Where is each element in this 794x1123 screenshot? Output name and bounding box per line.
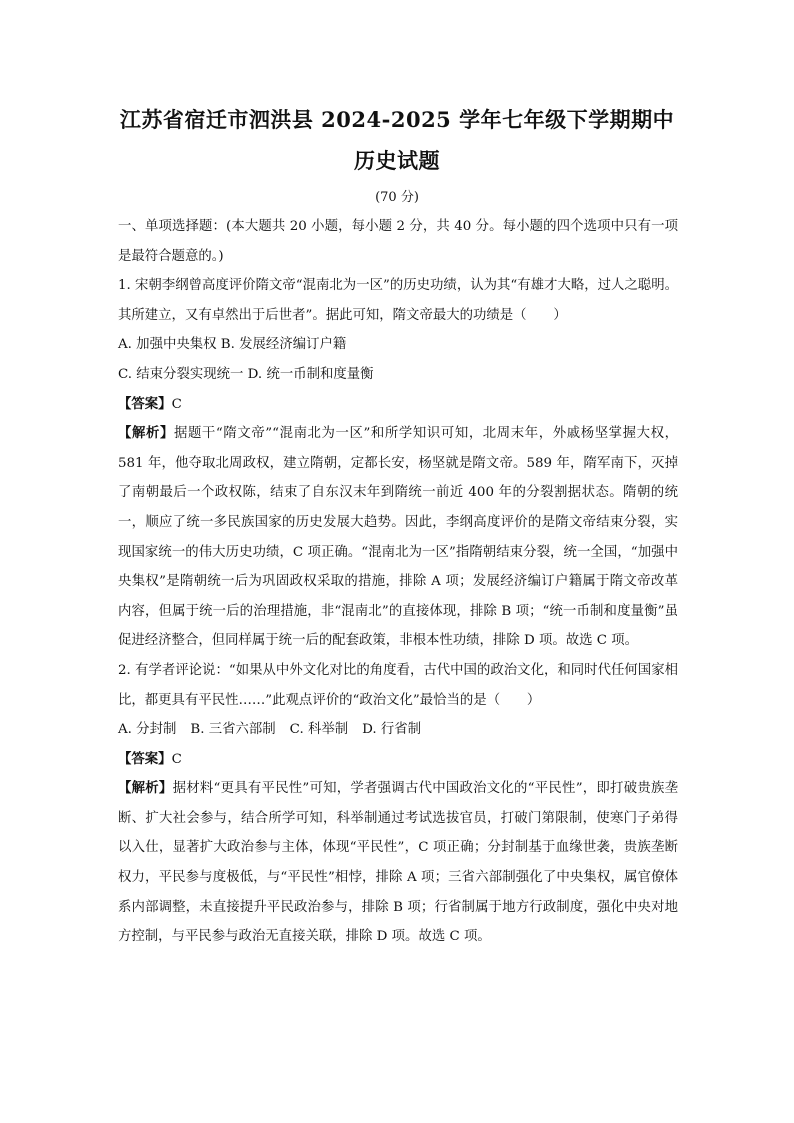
option-b: B. 发展经济编订户籍 — [220, 337, 347, 353]
options-row — [118, 330, 678, 360]
option-a: A. 加强中央集权 — [118, 337, 217, 353]
answer-value: C — [171, 751, 182, 767]
answer-value: C — [171, 396, 182, 412]
options-row — [118, 715, 678, 745]
option-c: C. 科举制 — [289, 722, 349, 738]
analysis-line — [118, 419, 678, 656]
question-stem: 2. 有学者评论说：“如果从中外文化对比的角度看，古代中国的政治文化，和同时代任何国家相比，都更具有平民性……”此观点评价的“政治文化”最恰当的是（ ） — [118, 662, 678, 708]
question-2 — [118, 656, 678, 952]
section-instruction: 一、单项选择题：(本大题共 20 小题，每小题 2 分，共 40 分。每小题的四个选项中只有一项是最符合题意的。) — [118, 219, 678, 264]
question-stem: 1. 宋朝李纲曾高度评价隋文帝“混南北为一区”的历史功绩，认为其“有雄才大略，过人之聪明。其所建立，又有卓然出于后世者”。据此可知，隋文帝最大的功绩是（ ） — [118, 278, 678, 323]
option-d: D. 行省制 — [362, 722, 422, 738]
analysis-line — [118, 774, 678, 952]
analysis-tag: 【解析】 — [118, 425, 174, 442]
question-1 — [118, 271, 678, 656]
option-c: C. 结束分裂实现统一 — [118, 366, 244, 382]
exam-subject: 历史试题 — [354, 148, 440, 173]
analysis-tag: 【解析】 — [118, 780, 173, 797]
option-a: A. 分封制 — [118, 722, 177, 738]
options-row — [118, 360, 678, 390]
answer-line — [118, 390, 678, 420]
answer-tag: 【答案】 — [118, 750, 172, 767]
answer-line — [118, 745, 678, 775]
exam-body — [118, 212, 678, 952]
analysis-text: 据题干“隋文帝”“混南北为一区”和所学知识可知，北周末年，外戚杨坚掌握大权，581 年，他夺取北周政权，建立隋朝，定都长安，杨坚就是隋文帝。589 年，隋军南下，灭掉了南朝最后一个政权陈，结束了自东汉末年到隋统一前近 400 年的分裂割据状态。隋朝的统一，顺应了统一多民族国家的历史发展大趋势。因此，李纲高度评价的是隋文帝结束分裂，实现国家统一的伟大历史功绩，C 项正确。“混南北为一区”指隋朝结束分裂，统一全国，“加强中央集权”是隋朝统一后为巩固政权采取的措施，排除 A 项；发展经济编订户籍属于隋文帝改革内容，但属于统一后的治理措施，非“混南北”的直接体现，排除 B 项；“统一币制和度量衡”虽促进经济整合，但同样属于统一后的配套政策，非根本性功绩，排除 D 项。故选 C 项。 — [118, 426, 679, 649]
analysis-text: 据材料“更具有平民性”可知，学者强调古代中国政治文化的“平民性”，即打破贵族垄断、扩大社会参与，结合所学可知，科举制通过考试选拔官员，打破门第限制，使寒门子弟得以入仕，显著扩大政治参与主体，体现“平民性”，C 项正确；分封制基于血缘世袭，贵族垄断权力，平民参与度极低，与“平民性”相悖，排除 A 项；三省六部制强化了中央集权，属官僚体系内部调整，未直接提升平民政治参与，排除 B 项；行省制属于地方行政制度，强化中央对地方控制，与平民参与政治无直接关联，排除 D 项。故选 C 项。 — [118, 781, 679, 945]
option-d: D. 统一币制和度量衡 — [247, 366, 374, 382]
option-b: B. 三省六部制 — [190, 722, 276, 738]
total-score: (70 分) — [375, 190, 419, 205]
answer-tag: 【答案】 — [118, 395, 172, 412]
exam-title: 江苏省宿迁市泗洪县 2024-2025 学年七年级下学期期中 — [119, 107, 675, 132]
